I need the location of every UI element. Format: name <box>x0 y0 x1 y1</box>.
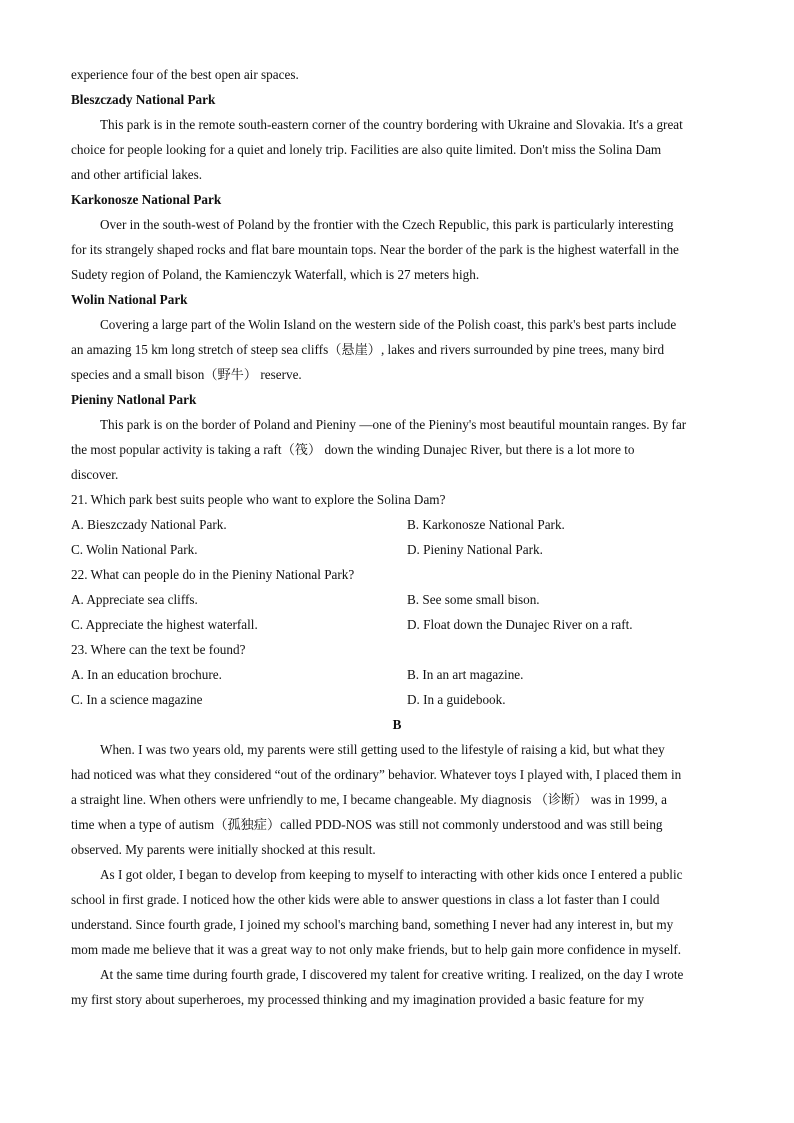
option-c: C. In a science magazine <box>71 692 203 707</box>
intro-tail-text: experience four of the best open air spaces. <box>71 67 299 82</box>
park-heading: Bleszczady National Park <box>71 92 216 107</box>
option-b: B. In an art magazine. <box>407 667 524 682</box>
option-row <box>71 512 723 537</box>
option-row <box>71 537 723 562</box>
question-stem: 21. Which park best suits people who want to explore the Solina Dam? <box>71 492 446 507</box>
passage-line: understand. Since fourth grade, I joined my school's marching band, something I never had any interest in, but my <box>71 917 674 932</box>
park-text-line: This park is on the border of Poland and Pieniny —one of the Pieniny's most beautiful mountain ranges. By far <box>100 417 687 432</box>
park-heading: Pieniny Natlonal Park <box>71 392 197 407</box>
option-d: D. In a guidebook. <box>407 692 506 707</box>
park-text-line: Sudety region of Poland, the Kamienczyk Waterfall, which is 27 meters high. <box>71 267 480 282</box>
option-a: A. Bieszczady National Park. <box>71 517 227 532</box>
passage-paragraph <box>71 862 723 962</box>
passage-paragraph <box>71 962 723 1012</box>
section-title: B <box>392 717 402 732</box>
document-page <box>71 62 723 1012</box>
passage-line: a straight line. When others were unfriendly to me, I became changeable. My diagnosis （诊断） was in 1999, a <box>71 792 667 807</box>
question-block <box>71 487 723 562</box>
park-text-line: an amazing 15 km long stretch of steep sea cliffs（悬崖）, lakes and rivers surrounded by pine trees, many bird <box>71 342 665 357</box>
question-block <box>71 637 723 712</box>
passage-line: observed. My parents were initially shocked at this result. <box>71 842 376 857</box>
option-a: A. In an education brochure. <box>71 667 222 682</box>
question-stem: 23. Where can the text be found? <box>71 642 246 657</box>
passage-line: time when a type of autism（孤独症）called PDD-NOS was still not commonly understood and was still being <box>71 817 663 832</box>
option-b: B. See some small bison. <box>407 592 540 607</box>
park-text-line: This park is in the remote south-eastern corner of the country bordering with Ukraine and Slovakia. It's a great <box>100 117 683 132</box>
option-b: B. Karkonosze National Park. <box>407 517 565 532</box>
option-row <box>71 612 723 637</box>
passage-line: When. I was two years old, my parents were still getting used to the lifestyle of raising a kid, but what they <box>100 742 665 757</box>
option-c: C. Wolin National Park. <box>71 542 198 557</box>
park-text-line: choice for people looking for a quiet and lonely trip. Facilities are also quite limited. Don't miss the Solina Dam <box>71 142 662 157</box>
option-a: A. Appreciate sea cliffs. <box>71 592 198 607</box>
park-text-line: Covering a large part of the Wolin Island on the western side of the Polish coast, this park's best parts include <box>100 317 677 332</box>
option-d: D. Pieniny National Park. <box>407 542 543 557</box>
park-text-line: Over in the south-west of Poland by the frontier with the Czech Republic, this park is particularly interesting <box>100 217 674 232</box>
park-section <box>71 287 723 387</box>
park-text-line: for its strangely shaped rocks and flat bare mountain tops. Near the border of the park is the highest waterfall in the <box>71 242 679 257</box>
park-text-line: the most popular activity is taking a raft（筏） down the winding Dunajec River, but there is a lot more to <box>71 442 635 457</box>
park-section <box>71 187 723 287</box>
option-row <box>71 662 723 687</box>
option-row <box>71 587 723 612</box>
passage-line: school in first grade. I noticed how the other kids were able to answer questions in class a lot faster than I could <box>71 892 660 907</box>
option-row <box>71 687 723 712</box>
park-text-line: species and a small bison（野牛） reserve. <box>71 367 302 382</box>
passage-line: At the same time during fourth grade, I discovered my talent for creative writing. I realized, on the day I wrote <box>100 967 684 982</box>
passage-line: mom made me believe that it was a great way to not only make friends, but to help gain more confidence in myself. <box>71 942 682 957</box>
question-block <box>71 562 723 637</box>
question-stem: 22. What can people do in the Pieniny National Park? <box>71 567 355 582</box>
park-text-line: and other artificial lakes. <box>71 167 203 182</box>
passage-line: had noticed was what they considered “out of the ordinary” behavior. Whatever toys I played with, I placed them in <box>71 767 682 782</box>
park-section <box>71 387 723 487</box>
passage-line: As I got older, I began to develop from keeping to myself to interacting with other kids once I entered a public <box>100 867 683 882</box>
option-d: D. Float down the Dunajec River on a raft. <box>407 617 633 632</box>
park-section <box>71 87 723 187</box>
park-heading: Wolin National Park <box>71 292 188 307</box>
park-heading: Karkonosze National Park <box>71 192 222 207</box>
passage-line: my first story about superheroes, my processed thinking and my imagination provided a basic feature for my <box>71 992 645 1007</box>
passage-paragraph <box>71 737 723 862</box>
park-text-line: discover. <box>71 467 119 482</box>
option-c: C. Appreciate the highest waterfall. <box>71 617 258 632</box>
